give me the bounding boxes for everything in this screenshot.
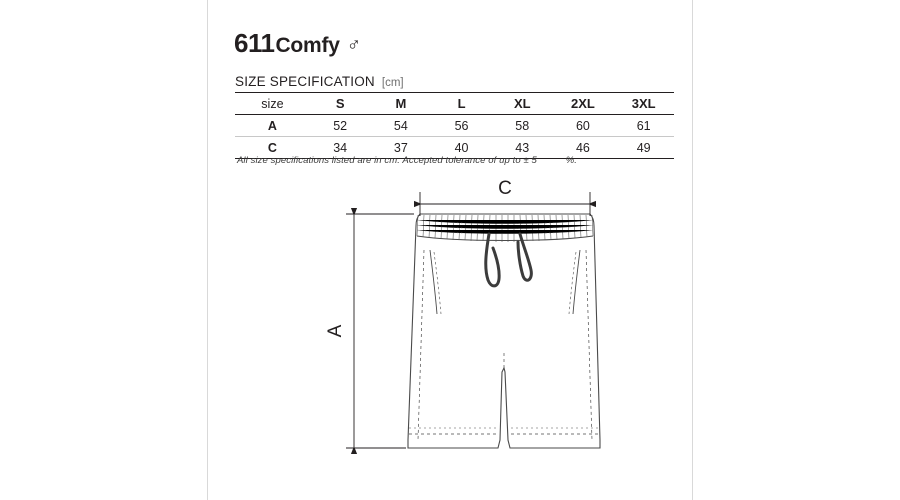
cell-c-s: 34 xyxy=(310,137,371,159)
row-label-a: A xyxy=(235,115,310,137)
product-name: Comfy xyxy=(275,34,340,57)
table-header-s: S xyxy=(310,93,371,115)
size-specification-table xyxy=(235,92,674,159)
cell-a-m: 54 xyxy=(371,115,432,137)
page-divider-right xyxy=(692,0,693,500)
cell-c-3xl: 49 xyxy=(613,137,674,159)
tolerance-note xyxy=(237,155,577,166)
cell-c-m: 37 xyxy=(371,137,432,159)
cell-a-s: 52 xyxy=(310,115,371,137)
cell-c-l: 40 xyxy=(431,137,492,159)
dimension-label-a: A xyxy=(325,324,346,338)
male-symbol-icon: ♂ xyxy=(346,35,362,56)
table-header-size: size xyxy=(235,93,310,115)
table-header-m: M xyxy=(371,93,432,115)
cell-a-xl: 58 xyxy=(492,115,553,137)
cell-c-2xl: 46 xyxy=(553,137,614,159)
size-specification-heading xyxy=(235,74,404,89)
table-header-xl: XL xyxy=(492,93,553,115)
dimension-label-c: C xyxy=(498,178,512,199)
tolerance-note-text: All size specifications listed are in cm. Accepted tolerance of up to ± 5 xyxy=(237,155,537,166)
spec-sheet-content xyxy=(208,0,692,500)
table-header-l: L xyxy=(431,93,492,115)
table-header-2xl: 2XL xyxy=(553,93,614,115)
cell-a-3xl: 61 xyxy=(613,115,674,137)
cell-c-xl: 43 xyxy=(492,137,553,159)
size-specification-unit: [cm] xyxy=(381,77,404,89)
page-title xyxy=(234,28,361,59)
table-row xyxy=(235,115,674,137)
tolerance-note-percent: %. xyxy=(565,155,577,166)
cell-a-l: 56 xyxy=(431,115,492,137)
table-header-row xyxy=(235,93,674,115)
cell-a-2xl: 60 xyxy=(553,115,614,137)
garment-technical-drawing xyxy=(208,172,692,500)
product-code: 611 xyxy=(234,28,275,58)
table-header-3xl: 3XL xyxy=(613,93,674,115)
size-specification-label: SIZE SPECIFICATION xyxy=(235,74,375,89)
row-label-c: C xyxy=(235,137,310,159)
